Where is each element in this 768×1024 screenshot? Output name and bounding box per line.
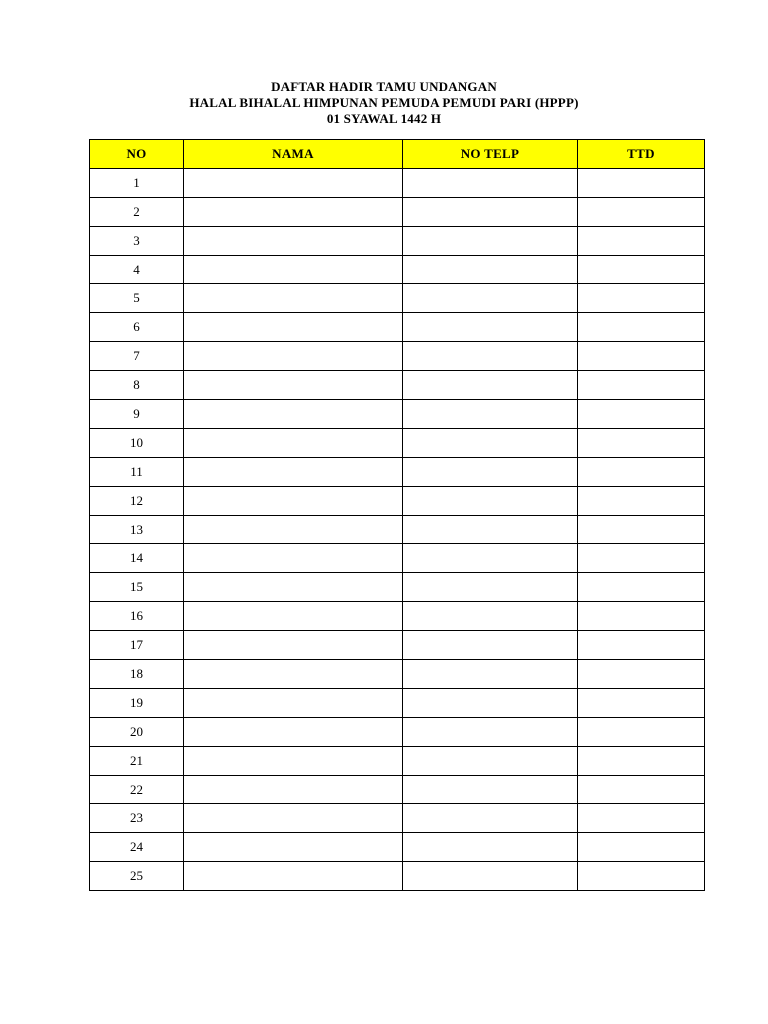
no-telp-cell [403, 804, 578, 833]
nama-cell [184, 660, 403, 689]
no-telp-cell [403, 400, 578, 429]
row-number: 5 [90, 284, 184, 313]
nama-cell [184, 631, 403, 660]
header-ttd: TTD [578, 140, 705, 169]
nama-cell [184, 486, 403, 515]
no-telp-cell [403, 515, 578, 544]
table-row [90, 168, 705, 197]
table-row [90, 833, 705, 862]
nama-cell [184, 515, 403, 544]
nama-cell [184, 833, 403, 862]
row-number: 4 [90, 255, 184, 284]
attendance-table [89, 139, 705, 891]
nama-cell [184, 255, 403, 284]
table-row [90, 746, 705, 775]
table-row [90, 688, 705, 717]
row-number: 13 [90, 515, 184, 544]
ttd-cell [578, 197, 705, 226]
nama-cell [184, 746, 403, 775]
table-row [90, 457, 705, 486]
table-row [90, 284, 705, 313]
ttd-cell [578, 400, 705, 429]
nama-cell [184, 400, 403, 429]
no-telp-cell [403, 255, 578, 284]
table-row [90, 342, 705, 371]
ttd-cell [578, 226, 705, 255]
ttd-cell [578, 602, 705, 631]
ttd-cell [578, 746, 705, 775]
no-telp-cell [403, 313, 578, 342]
nama-cell [184, 602, 403, 631]
no-telp-cell [403, 342, 578, 371]
nama-cell [184, 688, 403, 717]
nama-cell [184, 717, 403, 746]
no-telp-cell [403, 688, 578, 717]
nama-cell [184, 544, 403, 573]
ttd-cell [578, 573, 705, 602]
nama-cell [184, 573, 403, 602]
table-header-row [90, 140, 705, 169]
row-number: 19 [90, 688, 184, 717]
row-number: 6 [90, 313, 184, 342]
nama-cell [184, 457, 403, 486]
table-row [90, 602, 705, 631]
ttd-cell [578, 544, 705, 573]
no-telp-cell [403, 428, 578, 457]
table-row [90, 573, 705, 602]
table-row [90, 631, 705, 660]
ttd-cell [578, 313, 705, 342]
no-telp-cell [403, 717, 578, 746]
no-telp-cell [403, 775, 578, 804]
table-row [90, 255, 705, 284]
header-no: NO [90, 140, 184, 169]
title-line-3: 01 SYAWAL 1442 H [326, 111, 442, 126]
row-number: 17 [90, 631, 184, 660]
no-telp-cell [403, 284, 578, 313]
nama-cell [184, 862, 403, 891]
nama-cell [184, 168, 403, 197]
no-telp-cell [403, 746, 578, 775]
table-body [90, 168, 705, 890]
nama-cell [184, 775, 403, 804]
nama-cell [184, 313, 403, 342]
row-number: 3 [90, 226, 184, 255]
nama-cell [184, 226, 403, 255]
document-title [0, 79, 768, 127]
ttd-cell [578, 775, 705, 804]
table-row [90, 428, 705, 457]
no-telp-cell [403, 602, 578, 631]
table-row [90, 371, 705, 400]
nama-cell [184, 197, 403, 226]
row-number: 10 [90, 428, 184, 457]
no-telp-cell [403, 168, 578, 197]
no-telp-cell [403, 544, 578, 573]
nama-cell [184, 804, 403, 833]
row-number: 15 [90, 573, 184, 602]
table-row [90, 660, 705, 689]
row-number: 20 [90, 717, 184, 746]
table-row [90, 544, 705, 573]
row-number: 9 [90, 400, 184, 429]
no-telp-cell [403, 226, 578, 255]
no-telp-cell [403, 197, 578, 226]
header-no-telp: NO TELP [403, 140, 578, 169]
row-number: 7 [90, 342, 184, 371]
row-number: 11 [90, 457, 184, 486]
nama-cell [184, 284, 403, 313]
ttd-cell [578, 660, 705, 689]
ttd-cell [578, 284, 705, 313]
header-nama: NAMA [184, 140, 403, 169]
no-telp-cell [403, 833, 578, 862]
ttd-cell [578, 862, 705, 891]
title-line-2: HALAL BIHALAL HIMPUNAN PEMUDA PEMUDI PARI (HPPP) [189, 95, 579, 110]
row-number: 23 [90, 804, 184, 833]
ttd-cell [578, 688, 705, 717]
row-number: 21 [90, 746, 184, 775]
table-row [90, 862, 705, 891]
no-telp-cell [403, 486, 578, 515]
table-row [90, 226, 705, 255]
no-telp-cell [403, 457, 578, 486]
ttd-cell [578, 804, 705, 833]
row-number: 24 [90, 833, 184, 862]
ttd-cell [578, 342, 705, 371]
ttd-cell [578, 457, 705, 486]
no-telp-cell [403, 371, 578, 400]
title-line-1: DAFTAR HADIR TAMU UNDANGAN [271, 79, 497, 94]
table-row [90, 515, 705, 544]
row-number: 12 [90, 486, 184, 515]
ttd-cell [578, 631, 705, 660]
table-row [90, 717, 705, 746]
ttd-cell [578, 486, 705, 515]
ttd-cell [578, 833, 705, 862]
table-row [90, 400, 705, 429]
row-number: 22 [90, 775, 184, 804]
no-telp-cell [403, 573, 578, 602]
ttd-cell [578, 428, 705, 457]
table-row [90, 197, 705, 226]
ttd-cell [578, 255, 705, 284]
no-telp-cell [403, 660, 578, 689]
row-number: 18 [90, 660, 184, 689]
nama-cell [184, 371, 403, 400]
table-row [90, 775, 705, 804]
nama-cell [184, 428, 403, 457]
row-number: 16 [90, 602, 184, 631]
row-number: 8 [90, 371, 184, 400]
row-number: 2 [90, 197, 184, 226]
row-number: 1 [90, 168, 184, 197]
table-row [90, 486, 705, 515]
nama-cell [184, 342, 403, 371]
ttd-cell [578, 168, 705, 197]
no-telp-cell [403, 631, 578, 660]
table-row [90, 804, 705, 833]
ttd-cell [578, 717, 705, 746]
no-telp-cell [403, 862, 578, 891]
table-row [90, 313, 705, 342]
ttd-cell [578, 515, 705, 544]
ttd-cell [578, 371, 705, 400]
row-number: 25 [90, 862, 184, 891]
row-number: 14 [90, 544, 184, 573]
